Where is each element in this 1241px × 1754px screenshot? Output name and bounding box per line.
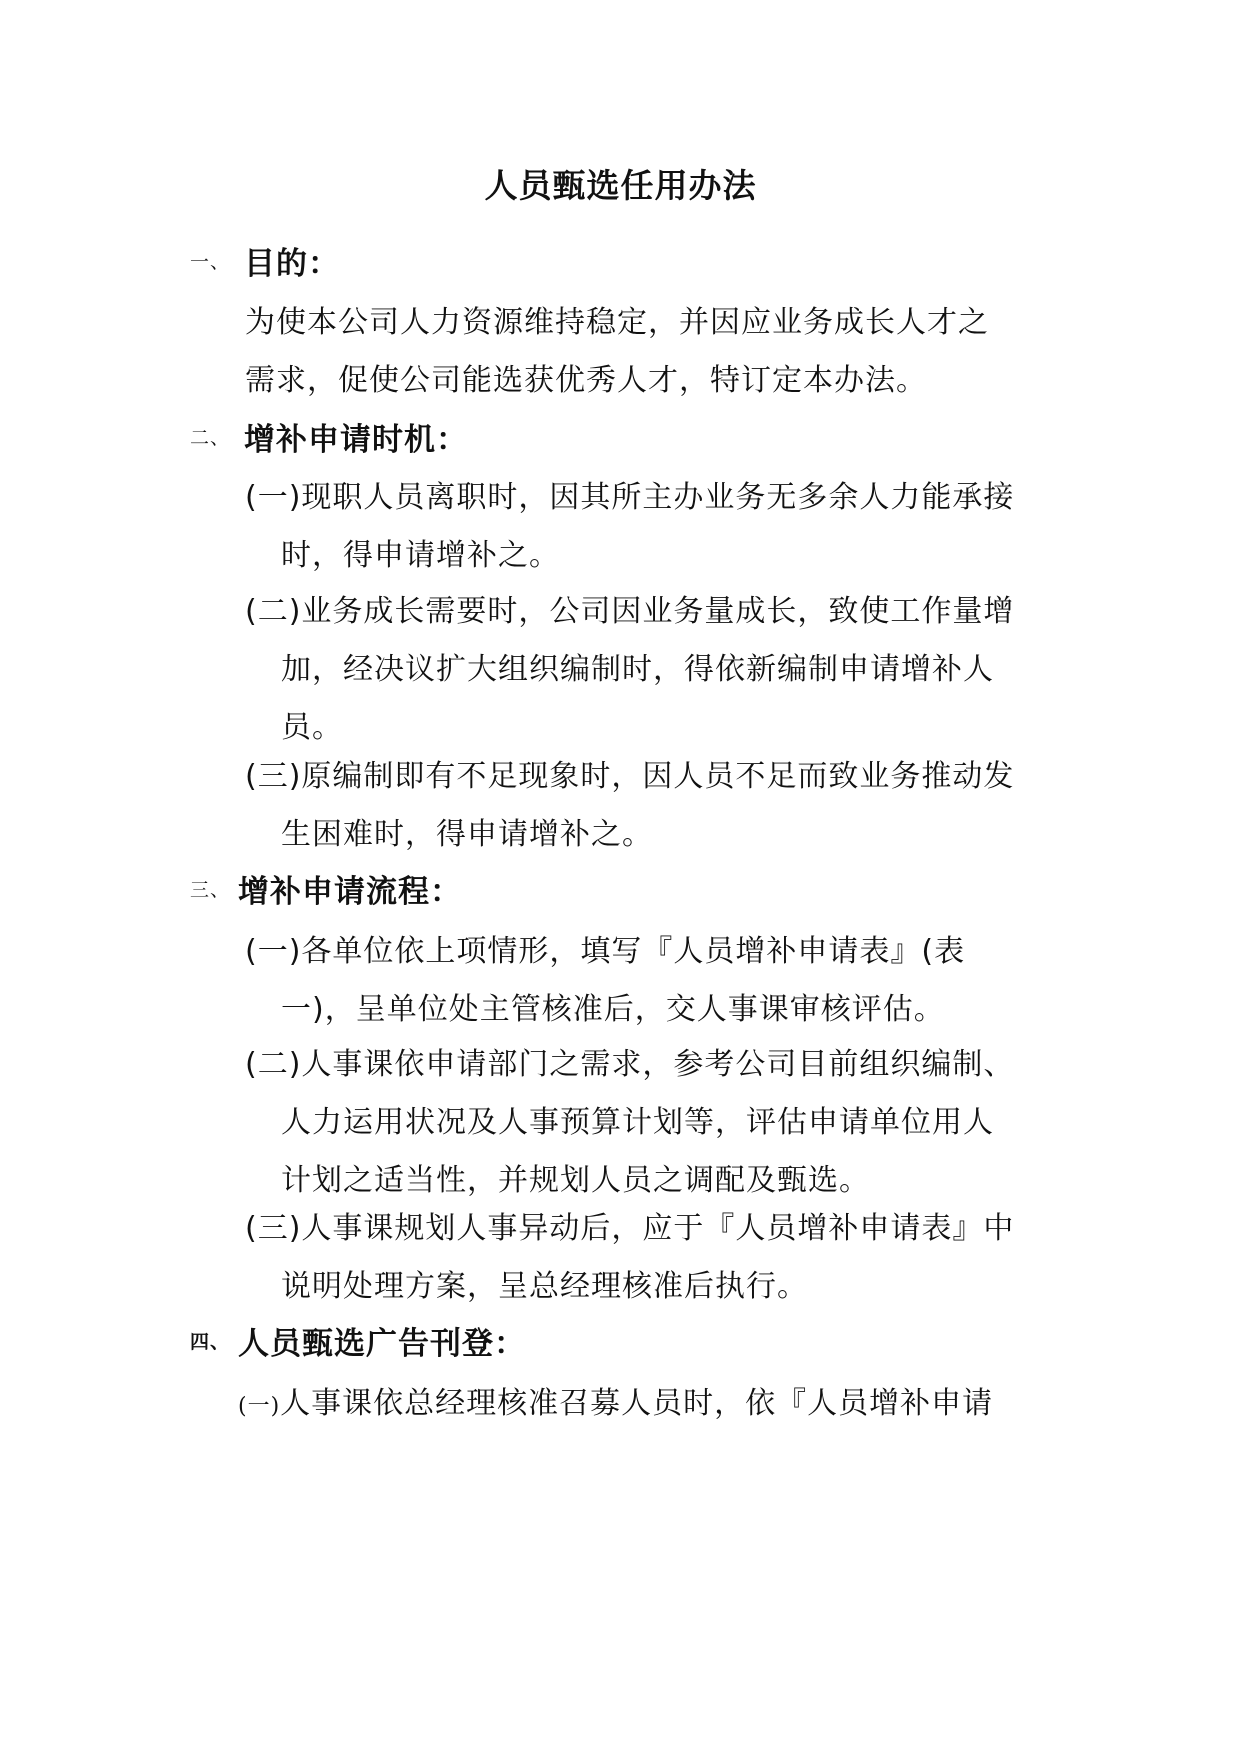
section-title: 增补申请时机： — [244, 421, 468, 458]
list-item-text: 人事课依总经理核准召募人员时，依『人员增补申请 — [280, 1386, 994, 1421]
list-item-line: (二)业务成长需要时，公司因业务量成长，致使工作量增 — [245, 594, 1015, 629]
section-number: 一、 — [190, 250, 231, 273]
section-paragraph — [245, 294, 1060, 410]
list-item — [245, 469, 1060, 585]
section-title: 人员甄选广告刊登： — [238, 1325, 526, 1362]
section-heading-1 — [190, 238, 340, 282]
section-heading-4 — [190, 1318, 526, 1362]
list-item-line: 时，得申请增补之。 — [281, 538, 560, 573]
section-title: 目的： — [244, 245, 340, 282]
list-item-line: 加，经决议扩大组织编制时，得依新编制申请增补人 — [281, 652, 994, 687]
paragraph-line: 为使本公司人力资源维持稳定，并因应业务成长人才之 — [245, 305, 989, 340]
section-heading-2 — [190, 414, 468, 458]
list-item — [245, 923, 1060, 1039]
list-item-line: 说明处理方案，呈总经理核准后执行。 — [281, 1269, 808, 1304]
section-heading-3 — [190, 866, 462, 910]
list-item-line: 一)，呈单位处主管核准后，交人事课审核评估。 — [281, 992, 945, 1027]
list-item-line: 员。 — [281, 710, 343, 745]
list-item-line: (三)原编制即有不足现象时，因人员不足而致业务推动发 — [245, 759, 1015, 794]
list-item-line: (二)人事课依申请部门之需求，参考公司目前组织编制、 — [245, 1047, 1015, 1082]
section-number: 二、 — [190, 426, 231, 449]
list-item-line — [238, 1375, 1053, 1433]
section-number: 三、 — [190, 878, 231, 901]
list-item-line: 人力运用状况及人事预算计划等，评估申请单位用人 — [281, 1105, 994, 1140]
list-item — [238, 1375, 1053, 1433]
list-item-line: (三)人事课规划人事异动后，应于『人员增补申请表』中 — [245, 1211, 1015, 1246]
list-item — [245, 1200, 1060, 1316]
list-item — [245, 1036, 1060, 1210]
list-item — [245, 748, 1060, 864]
list-item-line: 生困难时，得申请增补之。 — [281, 817, 653, 852]
list-item-line: 计划之适当性，并规划人员之调配及甄选。 — [281, 1163, 870, 1198]
document-title: 人员甄选任用办法 — [484, 166, 757, 205]
section-title: 增补申请流程： — [238, 873, 462, 910]
paragraph-line: 需求，促使公司能选获优秀人才，特订定本办法。 — [245, 363, 927, 398]
section-number: 四、 — [190, 1330, 231, 1353]
list-item-line: (一)各单位依上项情形，填写『人员增补申请表』(表 — [245, 934, 966, 969]
list-item — [245, 583, 1060, 757]
list-item-line: (一)现职人员离职时，因其所主办业务无多余人力能承接 — [245, 480, 1015, 515]
list-item-label: (一) — [238, 1394, 281, 1419]
